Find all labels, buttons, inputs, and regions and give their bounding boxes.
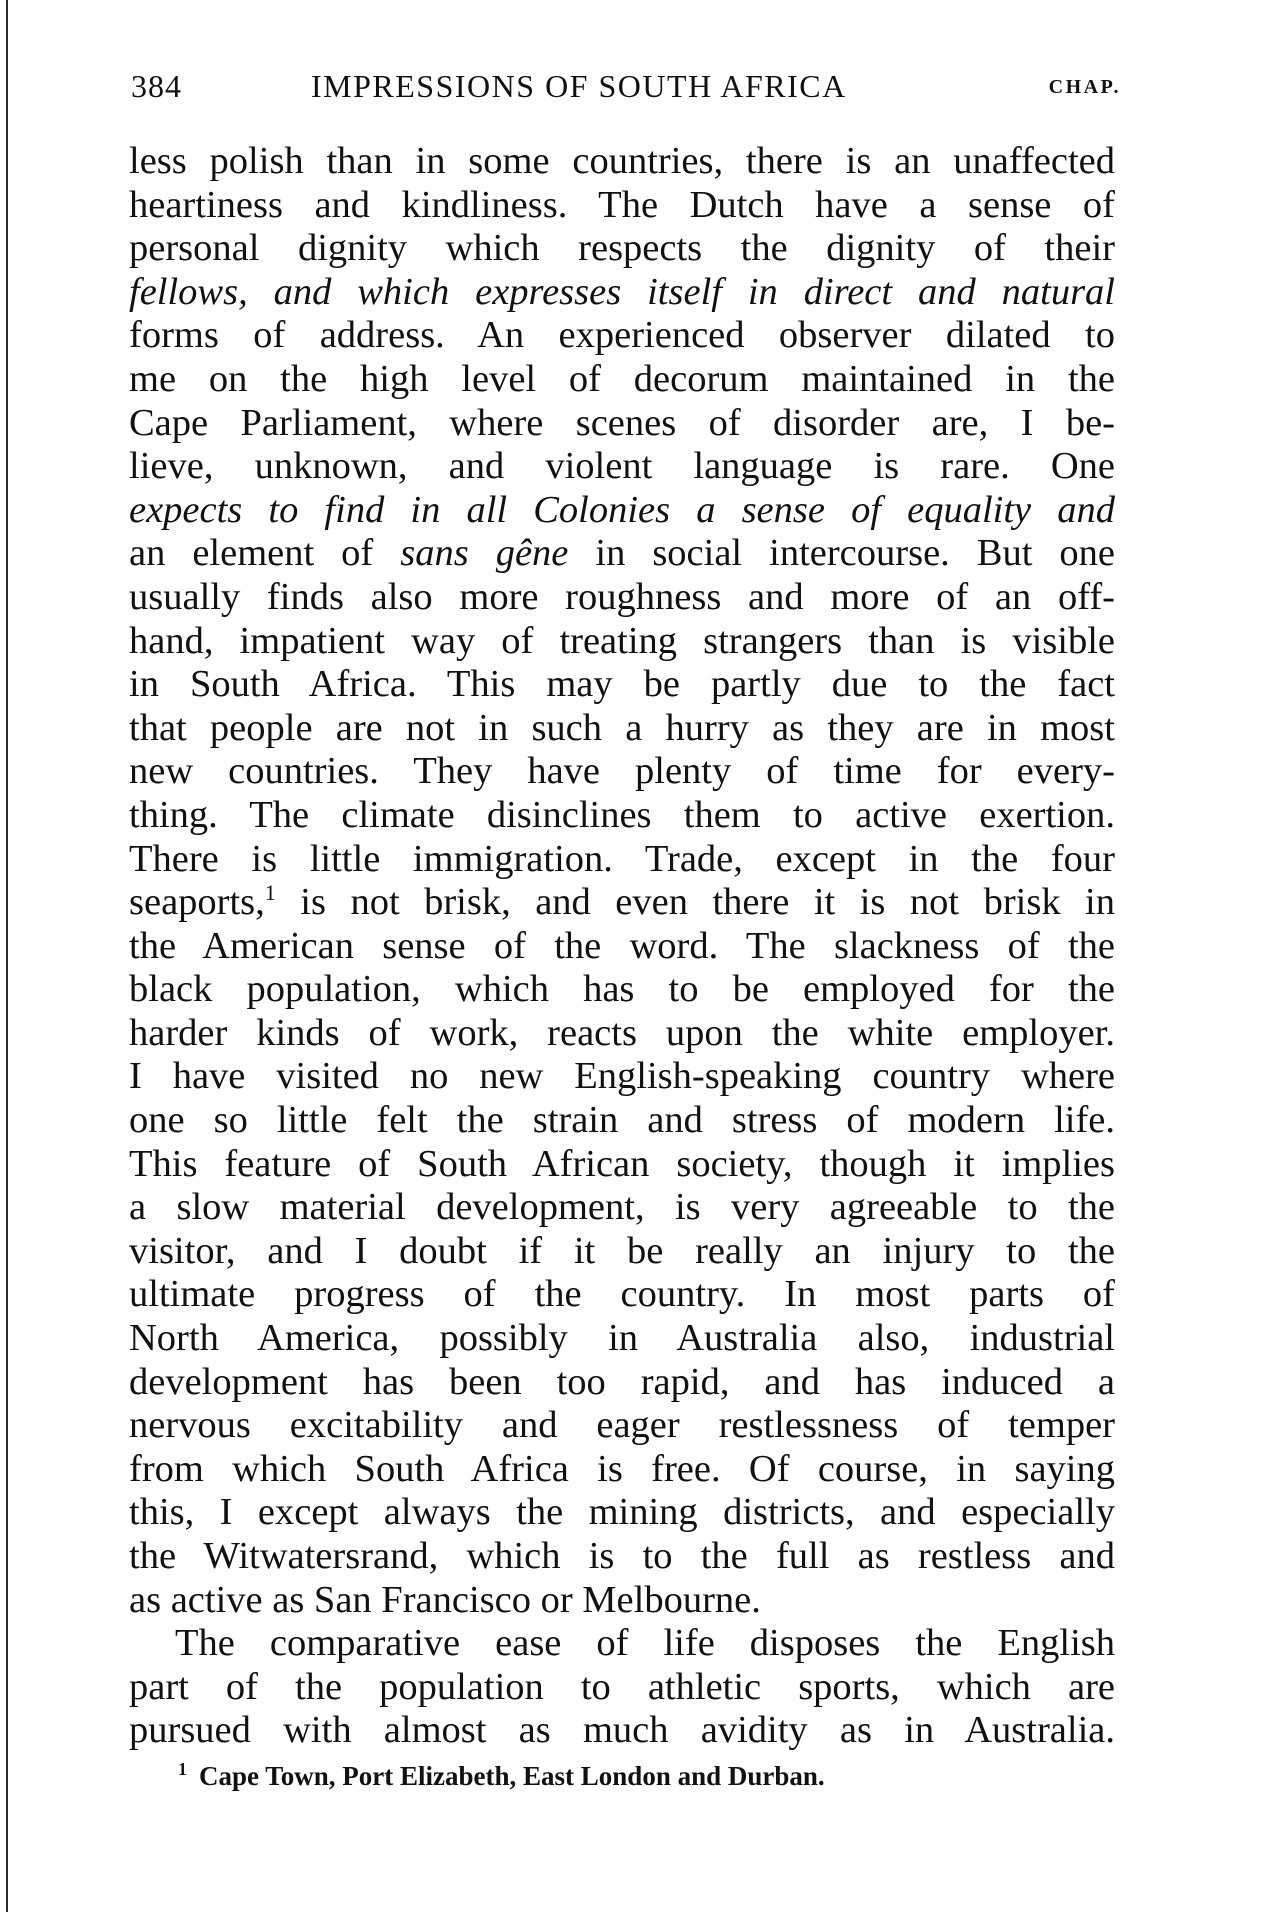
chapter-label: CHAP. bbox=[1048, 76, 1121, 98]
text-line: the Witwatersrand, which is to the full as restless and bbox=[129, 1535, 1115, 1577]
text-line: hand, impatient way of treating strangers than is visible bbox=[129, 619, 1115, 662]
text-line: as active as San Francisco or Melbourne. bbox=[129, 1578, 761, 1621]
text-line: me on the high level of decorum maintained in the bbox=[129, 357, 1115, 400]
text-line: development has been too rapid, and has induced a bbox=[129, 1360, 1115, 1403]
text-line: heartiness and kindliness. The Dutch have a sense of bbox=[129, 183, 1115, 226]
running-title: IMPRESSIONS OF SOUTH AFRICA bbox=[311, 68, 847, 104]
text-line: a slow material development, is very agreeable to the bbox=[129, 1186, 1115, 1229]
footnote bbox=[178, 1761, 825, 1792]
text-line: lieve, unknown, and violent language is rare. One bbox=[129, 445, 1115, 488]
text-line: pursued with almost as much avidity as in Australia. bbox=[129, 1709, 1115, 1752]
text-line: North America, possibly in Australia also, industrial bbox=[129, 1317, 1115, 1360]
italic-phrase: sans gêne bbox=[400, 532, 569, 575]
text-line-with-italic bbox=[129, 532, 1115, 576]
text-line: from which South Africa is free. Of course, in saying bbox=[129, 1447, 1115, 1490]
text-line: There is little immigration. Trade, except in the four bbox=[129, 837, 1115, 880]
page-number: 384 bbox=[131, 68, 182, 104]
text-line: new countries. They have plenty of time for every- bbox=[129, 750, 1115, 793]
text-line: harder kinds of work, reacts upon the white employer. bbox=[129, 1011, 1115, 1054]
text-run: seaports, bbox=[129, 881, 265, 924]
text-line: black population, which has to be employed for the bbox=[129, 968, 1115, 1011]
text-line: less polish than in some countries, there is an unaffected bbox=[129, 140, 1115, 182]
footnote-reference[interactable]: 1 bbox=[264, 880, 276, 906]
text-line: thing. The climate disinclines them to active exertion. bbox=[129, 793, 1115, 836]
text-line: that people are not in such a hurry as they are in most bbox=[129, 706, 1115, 749]
text-line: one so little felt the strain and stress of modern life. bbox=[129, 1099, 1115, 1142]
body-text bbox=[129, 140, 1115, 1753]
text-run: an element of bbox=[129, 532, 401, 575]
text-line: the American sense of the word. The slackness of the bbox=[129, 924, 1115, 967]
paragraph-first-line: The comparative ease of life disposes the English bbox=[175, 1622, 1115, 1665]
running-head bbox=[131, 62, 1121, 112]
text-line: expects to find in all Colonies a sense of equality and bbox=[129, 488, 1115, 531]
text-line: personal dignity which respects the dignity of their bbox=[129, 227, 1115, 270]
binding-edge-line bbox=[6, 0, 8, 1912]
text-line: ultimate progress of the country. In most parts of bbox=[129, 1273, 1115, 1316]
text-line: part of the population to athletic sports, which are bbox=[129, 1665, 1115, 1708]
text-line: this, I except always the mining districts, and especially bbox=[129, 1491, 1115, 1534]
text-line: nervous excitability and eager restlessness of temper bbox=[129, 1404, 1115, 1447]
text-line: Cape Parliament, where scenes of disorder are, I be- bbox=[129, 401, 1115, 444]
text-line-with-footnote-ref bbox=[129, 881, 1115, 925]
text-line: in South Africa. This may be partly due to the fact bbox=[129, 663, 1115, 706]
text-run: is not brisk, and even there it is not brisk in bbox=[300, 881, 1115, 924]
footnote-text: Cape Town, Port Elizabeth, East London and Durban. bbox=[199, 1761, 825, 1791]
text-line: usually finds also more roughness and more of an off- bbox=[129, 575, 1115, 618]
text-line: fellows, and which expresses itself in direct and natural bbox=[129, 270, 1115, 313]
text-line: forms of address. An experienced observer dilated to bbox=[129, 314, 1115, 357]
footnote-marker: 1 bbox=[178, 1759, 187, 1779]
text-line: I have visited no new English-speaking country where bbox=[129, 1055, 1115, 1098]
text-line: visitor, and I doubt if it be really an injury to the bbox=[129, 1229, 1115, 1272]
text-line: This feature of South African society, though it implies bbox=[129, 1142, 1115, 1185]
text-run: in social intercourse. But one bbox=[568, 532, 1115, 575]
